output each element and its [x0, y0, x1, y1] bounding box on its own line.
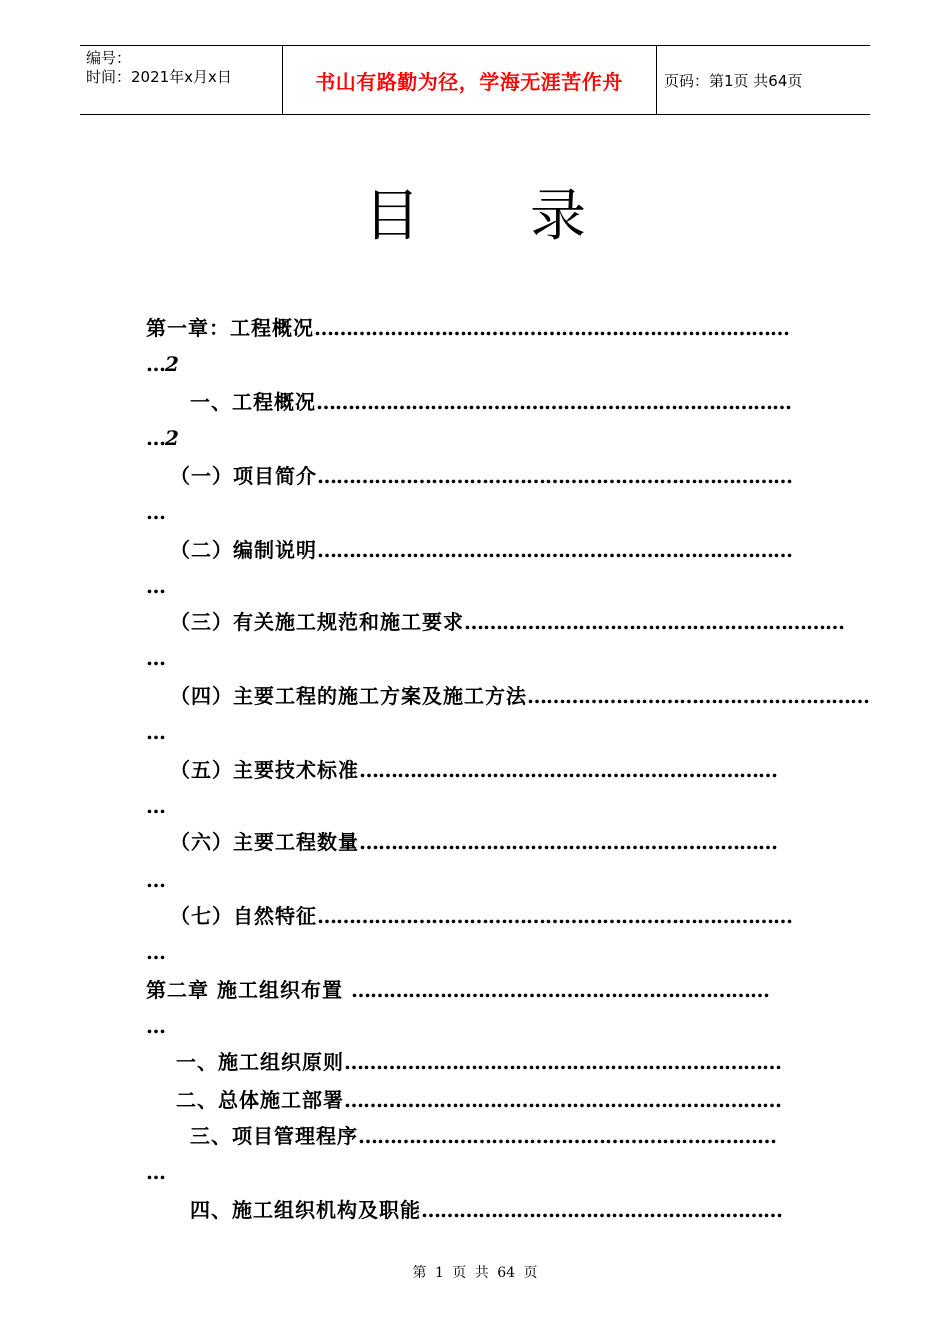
toc-leader-dots: … — [146, 646, 165, 670]
time-label: 时间：2021年x月x日 — [86, 68, 232, 86]
toc-leader-dots: … — [146, 720, 165, 744]
toc-leader-dots: ………………………………………………… — [421, 1198, 782, 1222]
toc-title: 目录 — [364, 184, 696, 249]
motto-text: 书山有路勤为径，学海无涯苦作舟 — [315, 69, 623, 94]
toc-entry-label: 第二章 施工组织布置 — [146, 978, 351, 1002]
toc-line — [146, 572, 165, 600]
toc-line — [170, 608, 844, 636]
toc-entry-label: 一、工程概况 — [190, 390, 316, 414]
toc-entry-label: （七）自然特征 — [170, 904, 317, 928]
toc-line — [146, 350, 179, 378]
toc-leader-dots: … — [146, 794, 165, 818]
toc-leader-dots: ………………………………………………………………… — [316, 390, 791, 414]
toc-entry-label: （六）主要工程数量 — [170, 830, 359, 854]
toc-entry-label: （四）主要工程的施工方案及施工方法 — [170, 684, 527, 708]
toc-entry-label: 三、项目管理程序 — [190, 1124, 358, 1148]
toc-line — [176, 1048, 781, 1076]
toc-leader-dots: ………………………………………………………… — [359, 830, 777, 854]
page-footer: 第 1 页 共 64 页 — [412, 1265, 538, 1281]
toc-line — [170, 902, 792, 930]
toc-line — [146, 1158, 165, 1186]
toc-entry-label: （三）有关施工规范和施工要求 — [170, 610, 464, 634]
toc-line — [146, 718, 165, 746]
toc-leader-dots: … — [146, 426, 165, 450]
toc-line — [170, 756, 777, 784]
toc-entry-label: 二、总体施工部署 — [176, 1088, 344, 1112]
toc-entry-label: 第一章：工程概况 — [146, 316, 314, 340]
toc-leader-dots: ………………………………………………………… — [359, 758, 777, 782]
toc-page-number: 2 — [165, 352, 179, 376]
toc-leader-dots: …………………………………………………………… — [344, 1088, 781, 1112]
toc-leader-dots: … — [146, 500, 165, 524]
toc-line — [170, 828, 777, 856]
toc-leader-dots: …………………………………………………… — [464, 610, 844, 634]
toc-line — [190, 1122, 776, 1150]
toc-line — [146, 792, 165, 820]
toc-leader-dots: … — [146, 352, 165, 376]
toc-line — [146, 314, 789, 342]
toc-page-number: 2 — [165, 426, 179, 450]
toc-entry-label: （二）编制说明 — [170, 538, 317, 562]
toc-leader-dots: ………………………………………………………………… — [317, 538, 792, 562]
toc-leader-dots: ………………………………………………………………… — [314, 316, 789, 340]
toc-line — [146, 866, 165, 894]
toc-line — [170, 536, 792, 564]
toc-leader-dots: ………………………………………………………………… — [317, 904, 792, 928]
toc-line — [146, 976, 769, 1004]
toc-leader-dots: … — [146, 940, 165, 964]
toc-leader-dots: ………………………………………………………… — [358, 1124, 776, 1148]
toc-line — [176, 1086, 781, 1114]
toc-leader-dots: … — [146, 1014, 165, 1038]
toc-entry-label: 四、施工组织机构及职能 — [190, 1198, 421, 1222]
toc-line — [146, 498, 165, 526]
number-label: 编号： — [86, 49, 132, 67]
toc-leader-dots: … — [146, 574, 165, 598]
toc-entry-label: 一、施工组织原则 — [176, 1050, 344, 1074]
toc-line — [146, 1012, 165, 1040]
toc-entry-label: （一）项目简介 — [170, 464, 317, 488]
toc-line — [146, 938, 165, 966]
toc-leader-dots: ………………………………………………………… — [350, 978, 769, 1002]
toc-line — [190, 388, 791, 416]
toc-entry-label: （五）主要技术标准 — [170, 758, 359, 782]
toc-line — [146, 424, 179, 452]
toc-line — [146, 644, 165, 672]
toc-line — [170, 462, 792, 490]
header-page-info: 页码：第1页 共64页 — [664, 71, 803, 90]
toc-leader-dots: … — [146, 1160, 165, 1184]
toc-line — [170, 682, 869, 710]
toc-leader-dots: … — [146, 868, 165, 892]
toc-leader-dots: ……………………………………………… — [527, 684, 869, 708]
toc-leader-dots: …………………………………………………………… — [344, 1050, 781, 1074]
toc-line — [190, 1196, 782, 1224]
toc-leader-dots: ………………………………………………………………… — [317, 464, 792, 488]
